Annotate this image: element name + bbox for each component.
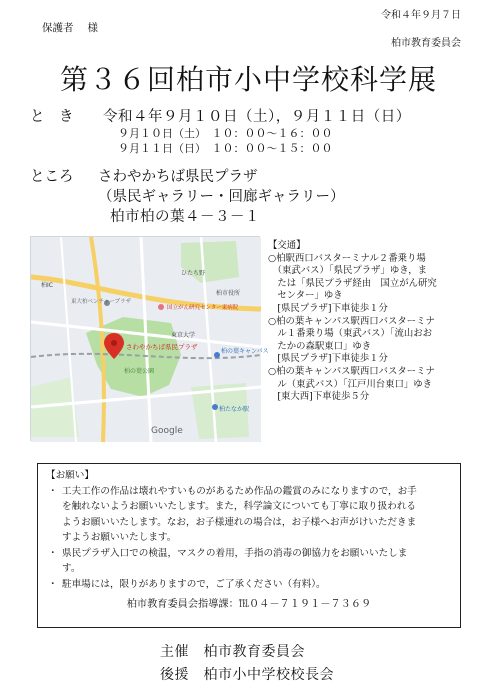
page-title: 第３６回柏市小中学校科学展 <box>59 63 437 96</box>
hospital-pin <box>158 304 164 310</box>
bullet: ・ <box>48 486 58 498</box>
where-label: ところ <box>30 169 74 185</box>
notes-line: 県民プラザ入口での検温，マスクの着用，手指の消毒の御協力をお願いいたしま <box>62 548 408 560</box>
notes-line: す。 <box>62 563 81 575</box>
venue-name: さわやかちば県民プラザ <box>98 169 258 185</box>
university-map-label: 東京大学 <box>171 332 196 339</box>
notes-line: を触れないようお願いいたします。また，科学論文についても丁寧に取り扱われる <box>62 501 417 513</box>
event-dates: 令和４年９月１０日（土），９月１１日（日） <box>103 109 411 125</box>
transport-line: ○柏の葉キャンパス駅西口バスターミナ <box>268 315 435 327</box>
notes-item <box>46 577 452 592</box>
station-pin <box>214 352 220 358</box>
transport-line: ○柏駅西口バスターミナル２番乗り場 <box>268 252 426 264</box>
time-day2: ９月１１日（日） １０：００～１５：００ <box>118 142 333 155</box>
venue-address: 柏市柏の葉４－３－１ <box>110 209 260 225</box>
transport-info <box>268 240 473 404</box>
transport-line: [県民プラザ]下車徒歩１分 <box>268 302 388 314</box>
ventures-map-label: 東大柏ベンチャープラザ <box>71 299 132 305</box>
host-organization: 主催 柏市教育委員会 <box>160 644 305 660</box>
hitachino-map-label: ひたち野 <box>181 270 206 277</box>
kashiwatanaka-station-map-label: 柏たなか駅 <box>219 406 250 413</box>
transport-title: 【交通】 <box>268 240 306 251</box>
park-map-label: 柏の葉公園 <box>124 368 155 375</box>
city-hall-map-label: 柏市役所 <box>216 290 241 297</box>
notes-item <box>46 546 452 576</box>
location-map[interactable] <box>30 236 269 441</box>
contact-phone: 柏市教育委員会指導課：℡０４－７１９１－７３６９ <box>126 598 372 610</box>
notes-item <box>46 484 452 545</box>
transport-line: ル１番乗り場（東武バス）「流山おお <box>268 328 433 340</box>
campus-station-map-label: 柏の葉キャンパス <box>221 348 269 355</box>
issuer: 柏市教育委員会 <box>391 38 461 49</box>
addressee <box>42 20 98 35</box>
notes-line: 工夫工作の作品は壊れやすいものがあるため作品の鑑賞のみになりますので，お手 <box>62 486 417 498</box>
notes-line: すようお願いいたします。 <box>62 531 177 543</box>
notes-box <box>37 463 461 628</box>
transport-line: センター」ゆき <box>268 290 343 302</box>
transport-line: ○柏の葉キャンパス駅西口バスターミナ <box>268 365 435 377</box>
bullet: ・ <box>48 579 58 591</box>
transport-line: [県民プラザ]下車徒歩１分 <box>268 353 388 365</box>
support-organization: 後援 柏市小中学校校長会 <box>160 667 334 683</box>
notes-title: 【お願い】 <box>46 470 94 481</box>
addressee-name: 保護者 <box>42 22 74 34</box>
station-pin <box>212 404 218 410</box>
transport-line: （東武バス）「県民プラザ」ゆき，ま <box>268 265 427 277</box>
venue-map-label: さわやかちば県民プラザ <box>126 343 198 351</box>
notes-line: ようお願いいたします。なお，お子様連れの場合は，お子様へお声がけいただきま <box>62 516 417 528</box>
issue-date: 令和４年９月７日 <box>381 10 461 21</box>
when-label: と き <box>30 109 74 125</box>
hospital-map-label: 国立がん研究センター東病院 <box>167 305 239 311</box>
time-day1: ９月１０日（土） １０：００～１６：００ <box>118 127 333 140</box>
ic-map-label: 柏IC <box>41 282 53 289</box>
bullet: ・ <box>48 548 58 560</box>
map-canvas <box>31 237 269 442</box>
google-logo: Google <box>151 426 183 436</box>
venue-rooms: （県民ギャラリー・回廊ギャラリー） <box>98 189 345 205</box>
notes-line: 駐車場には，限りがありますので，ご了承ください（有料）。 <box>62 579 326 591</box>
transport-line: ル（東武バス）「江戸川台東口」ゆき <box>268 378 433 390</box>
transport-line: [東大西]下車徒歩５分 <box>268 391 370 403</box>
transport-line: たかの森駅東口」ゆき <box>268 340 372 352</box>
transport-line: たは「県民プラザ経由 国立がん研究 <box>268 277 437 289</box>
addressee-honorific: 様 <box>87 22 98 34</box>
